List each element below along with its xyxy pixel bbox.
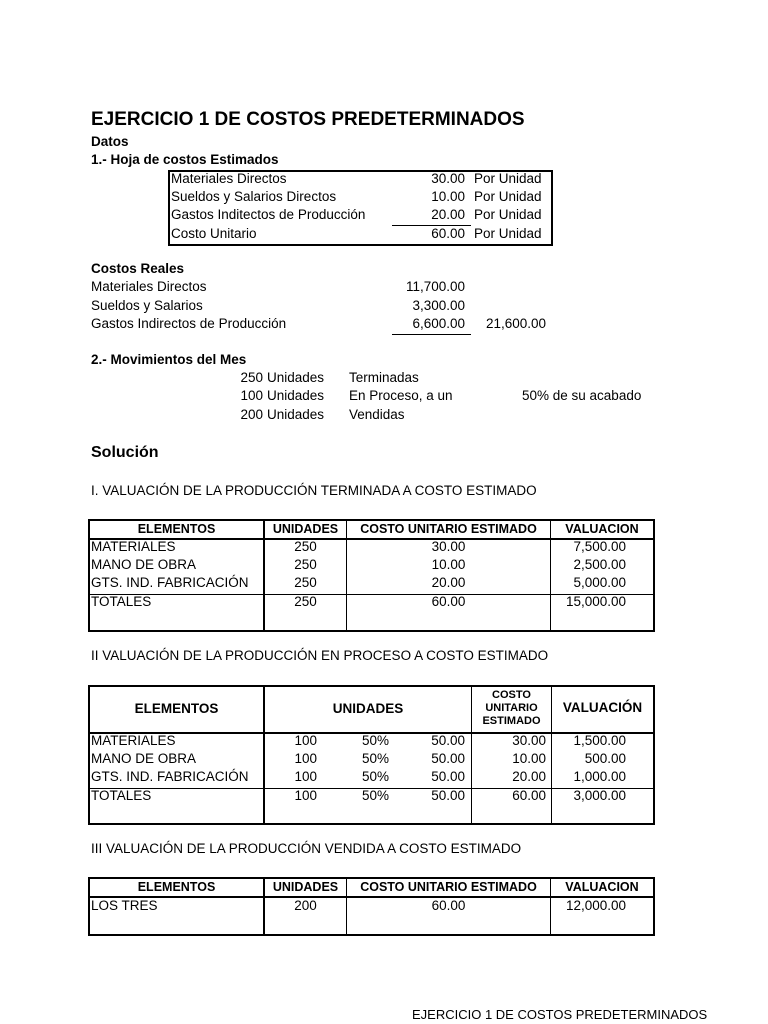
section2-header: VALUACIÓN bbox=[562, 700, 643, 715]
table-cell: MANO DE OBRA bbox=[91, 557, 197, 572]
hoja-unit: Por Unidad bbox=[474, 207, 542, 222]
totals-cell: 50% bbox=[361, 788, 389, 803]
hoja-heading: 1.- Hoja de costos Estimados bbox=[91, 152, 279, 167]
totals-cell: 60.00 bbox=[512, 788, 546, 803]
table-cell: 250 bbox=[294, 557, 317, 572]
hoja-amount: 30.00 bbox=[431, 171, 465, 186]
hoja-unit: Por Unidad bbox=[474, 171, 542, 186]
table-cell: 20.00 bbox=[431, 575, 466, 590]
hoja-unit: Por Unidad bbox=[474, 226, 542, 241]
section2-header: UNIDADES bbox=[332, 701, 404, 716]
hoja-concept: Materiales Directos bbox=[171, 171, 287, 186]
movimiento-unit: Unidades bbox=[267, 388, 325, 403]
table-cell: MATERIALES bbox=[91, 539, 176, 554]
movimientos-heading: 2.- Movimientos del Mes bbox=[91, 352, 247, 367]
movimiento-qty: 100 bbox=[240, 388, 263, 403]
table-cell: 1,000.00 bbox=[573, 769, 626, 784]
section1-header: VALUACION bbox=[565, 522, 639, 536]
totals-cell: 60.00 bbox=[431, 594, 466, 609]
movimiento-qty: 250 bbox=[240, 370, 263, 385]
movimiento-unit: Unidades bbox=[267, 407, 325, 422]
hoja-amount: 10.00 bbox=[431, 189, 465, 204]
movimiento-note: 50% de su acabado bbox=[522, 388, 642, 403]
table-cell: 50% bbox=[361, 733, 389, 748]
table-cell: 50% bbox=[361, 769, 389, 784]
costos-reales-amount: 6,600.00 bbox=[412, 316, 465, 331]
table-cell: 50.00 bbox=[431, 751, 465, 766]
solucion-heading: Solución bbox=[91, 444, 159, 461]
hoja-amount: 60.00 bbox=[431, 226, 465, 241]
section2-header: ESTIMADO bbox=[482, 715, 541, 727]
table-cell: 7,500.00 bbox=[573, 539, 626, 554]
section2-header: ELEMENTOS bbox=[134, 701, 219, 716]
costos-reales-total: 21,600.00 bbox=[485, 316, 546, 331]
section3-header: VALUACION bbox=[565, 880, 639, 894]
hoja-amount: 20.00 bbox=[431, 207, 465, 222]
section1-title: I. VALUACIÓN DE LA PRODUCCIÓN TERMINADA A COSTO ESTIMADO bbox=[91, 483, 537, 498]
totals-cell: 250 bbox=[294, 594, 317, 609]
table-cell: MANO DE OBRA bbox=[91, 751, 197, 766]
totals-cell: TOTALES bbox=[91, 594, 152, 609]
page-footer: EJERCICIO 1 DE COSTOS PREDETERMINADOS bbox=[412, 1007, 708, 1022]
section2-title: II VALUACIÓN DE LA PRODUCCIÓN EN PROCESO A COSTO ESTIMADO bbox=[91, 648, 549, 663]
section1-header: UNIDADES bbox=[272, 522, 339, 536]
hoja-concept: Sueldos y Salarios Directos bbox=[171, 189, 337, 204]
table-cell: 50.00 bbox=[431, 769, 465, 784]
table-cell: 30.00 bbox=[431, 539, 466, 554]
totals-cell: 15,000.00 bbox=[565, 594, 626, 609]
table-cell: 50.00 bbox=[431, 733, 465, 748]
section3-header: ELEMENTOS bbox=[137, 880, 216, 894]
movimiento-qty: 200 bbox=[240, 407, 263, 422]
table-cell: 100 bbox=[294, 769, 317, 784]
costos-reales-amount: 3,300.00 bbox=[412, 298, 465, 313]
totals-cell: TOTALES bbox=[91, 788, 152, 803]
table-cell: 100 bbox=[294, 733, 317, 748]
table-cell: 5,000.00 bbox=[573, 575, 626, 590]
table-cell: 60.00 bbox=[431, 898, 466, 913]
table-cell: 100 bbox=[294, 751, 317, 766]
costos-reales-amount: 11,700.00 bbox=[405, 279, 465, 294]
hoja-unit: Por Unidad bbox=[474, 189, 542, 204]
table-cell: LOS TRES bbox=[91, 898, 158, 913]
costos-reales-sum-line bbox=[392, 334, 471, 335]
costos-reales-concept: Gastos Indirectos de Producción bbox=[91, 316, 287, 331]
page-title: EJERCICIO 1 DE COSTOS PREDETERMINADOS bbox=[91, 109, 525, 130]
table-cell: 30.00 bbox=[512, 733, 546, 748]
table-cell: 10.00 bbox=[512, 751, 546, 766]
movimiento-desc: Vendidas bbox=[349, 407, 405, 422]
totals-cell: 50.00 bbox=[431, 788, 465, 803]
movimiento-desc: Terminadas bbox=[349, 370, 419, 385]
section1-header: ELEMENTOS bbox=[137, 522, 216, 536]
table-cell: 1,500.00 bbox=[573, 733, 626, 748]
section1-header: COSTO UNITARIO ESTIMADO bbox=[360, 522, 537, 536]
section2-header: UNITARIO bbox=[485, 702, 538, 714]
hoja-concept: Costo Unitario bbox=[171, 226, 257, 241]
table-cell: GTS. IND. FABRICACIÓN bbox=[91, 769, 249, 784]
datos-label: Datos bbox=[91, 134, 129, 149]
costos-reales-concept: Materiales Directos bbox=[91, 279, 207, 294]
hoja-concept: Gastos Inditectos de Producción bbox=[171, 207, 366, 222]
table-cell: 2,500.00 bbox=[573, 557, 626, 572]
table-cell: 10.00 bbox=[431, 557, 466, 572]
table-cell: 50% bbox=[361, 751, 389, 766]
section3-title: III VALUACIÓN DE LA PRODUCCIÓN VENDIDA A COSTO ESTIMADO bbox=[91, 841, 522, 856]
costos-reales-concept: Sueldos y Salarios bbox=[91, 298, 203, 313]
table-cell: 20.00 bbox=[512, 769, 546, 784]
table-cell: 500.00 bbox=[584, 751, 626, 766]
totals-cell: 100 bbox=[294, 788, 317, 803]
table-cell: GTS. IND. FABRICACIÓN bbox=[91, 575, 249, 590]
section3-header: COSTO UNITARIO ESTIMADO bbox=[360, 880, 537, 894]
table-cell: 250 bbox=[294, 575, 317, 590]
movimiento-unit: Unidades bbox=[267, 370, 325, 385]
movimiento-desc: En Proceso, a un bbox=[349, 388, 453, 403]
table-cell: 200 bbox=[294, 898, 317, 913]
costos-reales-heading: Costos Reales bbox=[91, 261, 185, 276]
section2-header: COSTO bbox=[492, 689, 531, 701]
table-cell: 250 bbox=[294, 539, 317, 554]
table-cell: 12,000.00 bbox=[565, 898, 626, 913]
section3-header: UNIDADES bbox=[272, 880, 339, 894]
table-cell: MATERIALES bbox=[91, 733, 176, 748]
totals-cell: 3,000.00 bbox=[573, 788, 626, 803]
